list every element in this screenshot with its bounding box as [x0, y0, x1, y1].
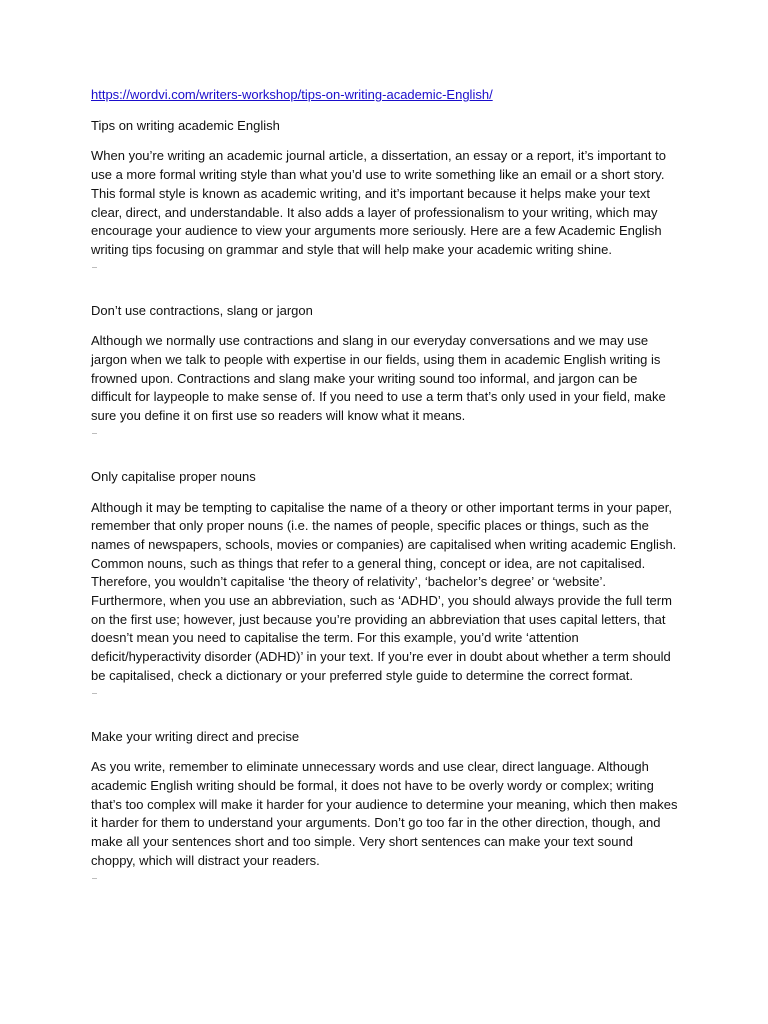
- source-link[interactable]: https://wordvi.com/writers-workshop/tips-on-writing-academic-English/: [91, 87, 493, 102]
- section-heading-direct: Make your writing direct and precise: [91, 728, 300, 744]
- document-body: [91, 86, 681, 882]
- section-heading-contractions: Don’t use contractions, slang or jargon: [91, 302, 313, 318]
- document-title: Tips on writing academic English: [91, 117, 280, 133]
- section-heading-capitalise: Only capitalise proper nouns: [91, 468, 256, 484]
- section-body-capitalise: Although it may be tempting to capitalise the name of a theory or other important terms in your paper, remember that only proper nouns (i.e. the names of people, specific places or things, such as the names of newspapers, schools, movies or companies) are capitalised when writing academic English. Common nouns, such as things that refer to a general thing, concept or idea, are not capitalised. Therefore, you wouldn’t capitalise ‘the theory of relativity’, ‘bachelor’s degree’ or ‘website’. Furthermore, when you use an abbreviation, such as ‘ADHD’, you should always provide the full term on the first use; however, just because you’re providing an abbreviation that uses capital letters, that doesn’t mean you need to capitalise the term. For this example, you’d write ‘attention deficit/hyperactivity disorder (ADHD)’ in your text. If you’re ever in doubt about whether a term should be capitalised, check a dictionary or your preferred style guide to determine the correct format.: [91, 499, 677, 683]
- intro-paragraph: When you’re writing an academic journal article, a dissertation, an essay or a report, it’s important to use a more formal writing style than what you’d use to write something like an email or a short story. This formal style is known as academic writing, and it’s important because it helps make your text clear, direct, and understandable. It also adds a layer of professionalism to your writing, which may encourage your audience to view your arguments more seriously. Here are a few Academic English writing tips focusing on grammar and style that will help make your academic writing shine.: [91, 148, 666, 257]
- paragraph-marker: [91, 687, 681, 697]
- paragraph-marker: [91, 427, 681, 437]
- paragraph-marker: [91, 261, 681, 271]
- section-body-direct: As you write, remember to eliminate unnecessary words and use clear, direct language. Although academic English writing should be formal, it does not have to be overly wordy or complex; writing that’s too complex will make it harder for your audience to determine your meaning, which then makes it harder for them to understand your arguments. Don’t go too far in the other direction, though, and make all your sentences short and too simple. Very short sentences can make your text sound choppy, which will distract your readers.: [91, 759, 678, 868]
- section-body-contractions: Although we normally use contractions and slang in our everyday conversations and we may use jargon when we talk to people with expertise in our fields, using them in academic English writing is frowned upon. Contractions and slang make your writing sound too informal, and jargon can be difficult for laypeople to make sense of. If you need to use a term that’s only used in your field, make sure you define it on first use so readers will know what it means.: [91, 333, 666, 424]
- paragraph-marker: [91, 872, 681, 882]
